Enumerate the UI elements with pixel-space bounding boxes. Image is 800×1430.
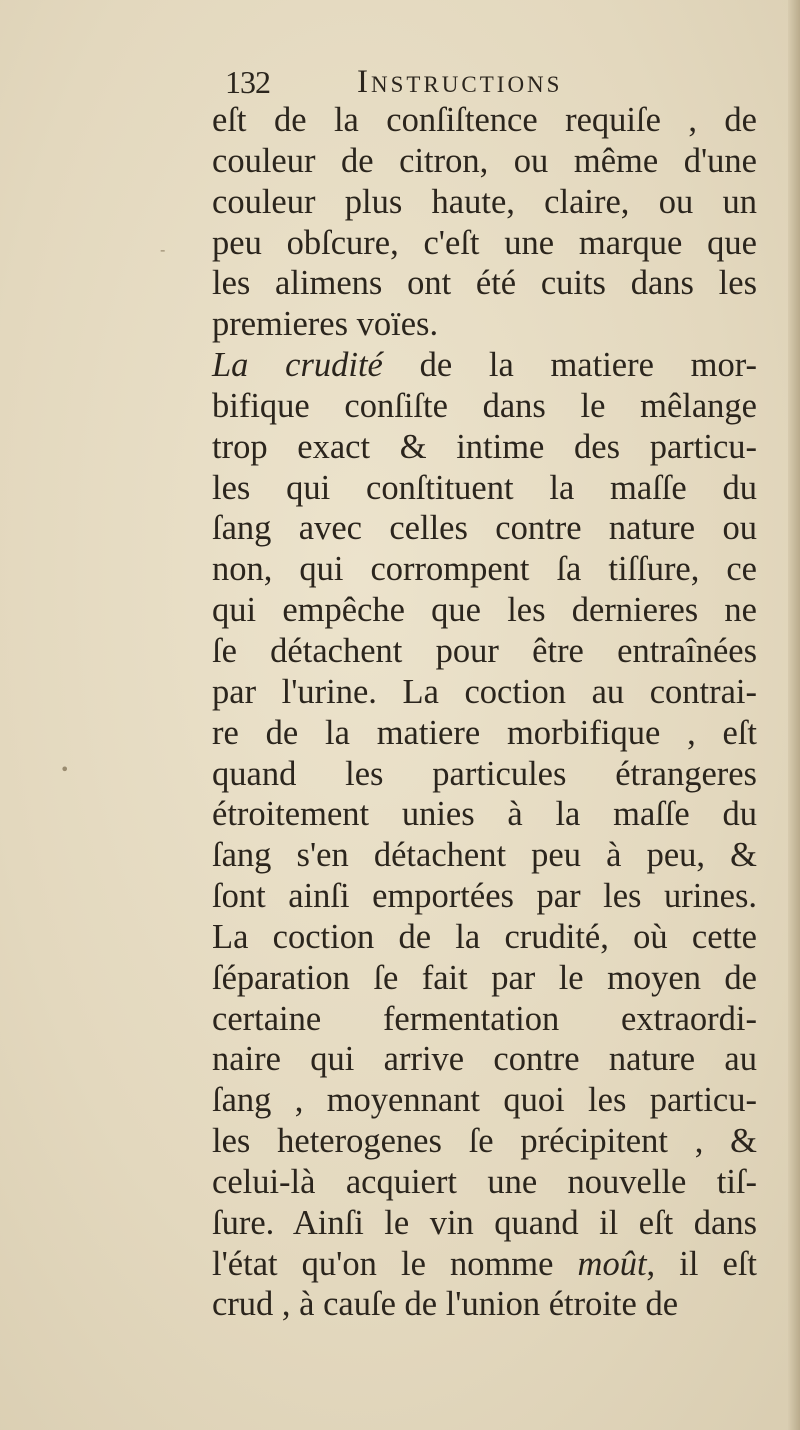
text-line: quand les particules étrangeres	[212, 754, 757, 793]
text-line: eſt de la conſiſtence requiſe , de	[212, 101, 757, 139]
text-line: ſang avec celles contre nature ou	[212, 509, 757, 548]
text-line: certaine fermentation extraordi-	[212, 999, 757, 1038]
text-line: étroitement unies à la maſſe du	[212, 795, 757, 834]
margin-mark: -	[160, 240, 166, 259]
text-line: La coction de la crudité, où cette	[212, 917, 757, 956]
running-head: Instructions	[357, 64, 563, 100]
text-line: trop exact & intime des particu-	[212, 427, 757, 466]
text-line: par l'urine. La coction au contrai-	[212, 672, 757, 711]
text-line: re de la matiere morbifique , eſt	[212, 713, 757, 752]
text-line: les qui conſtituent la maſſe du	[212, 468, 757, 507]
text-line: naire qui arrive contre nature au	[212, 1040, 757, 1079]
text-line: crud , à cauſe de l'union étroite de	[212, 1285, 679, 1324]
text-line: peu obſcure, c'eſt une marque que	[212, 223, 757, 262]
text-line: celui-là acquiert une nouvelle tiſ-	[212, 1162, 757, 1201]
margin-mark: •	[60, 760, 70, 779]
text-line: ſang , moyennant quoi les particu-	[212, 1081, 757, 1120]
text-line: bifique conſiſte dans le mêlange	[212, 386, 757, 425]
text-line: couleur plus haute, claire, ou un	[212, 182, 757, 221]
text-line: premieres voïes.	[212, 305, 439, 344]
text-line: ſure. Ainſi le vin quand il eſt dans	[212, 1203, 757, 1242]
text-line: non, qui corrompent ſa tiſſure, ce	[212, 550, 757, 589]
page-number: 132	[225, 64, 270, 100]
text-line: ſont ainſi emportées par les urines.	[212, 877, 757, 916]
text-line: qui empêche que les dernieres ne	[212, 591, 757, 630]
text-line: ſang s'en détachent peu à peu, &	[212, 836, 757, 875]
text-line: ſéparation ſe fait par le moyen de	[212, 958, 757, 997]
book-spine-shadow	[788, 0, 800, 1430]
text-line: ſe détachent pour être entraînées	[212, 631, 757, 670]
text-line: les heterogenes ſe précipitent , &	[212, 1122, 757, 1161]
italic-phrase: La crudité	[212, 346, 383, 385]
text-line-with-italic: La crudité de la matiere mor-	[212, 346, 757, 385]
text-line: couleur de citron, ou même d'une	[212, 141, 757, 180]
body-text	[212, 100, 757, 1325]
text-line-with-italic: l'état qu'on le nomme moût, il eſt	[212, 1244, 757, 1283]
text-line: les alimens ont été cuits dans les	[212, 264, 757, 303]
italic-phrase: moût	[577, 1244, 647, 1283]
